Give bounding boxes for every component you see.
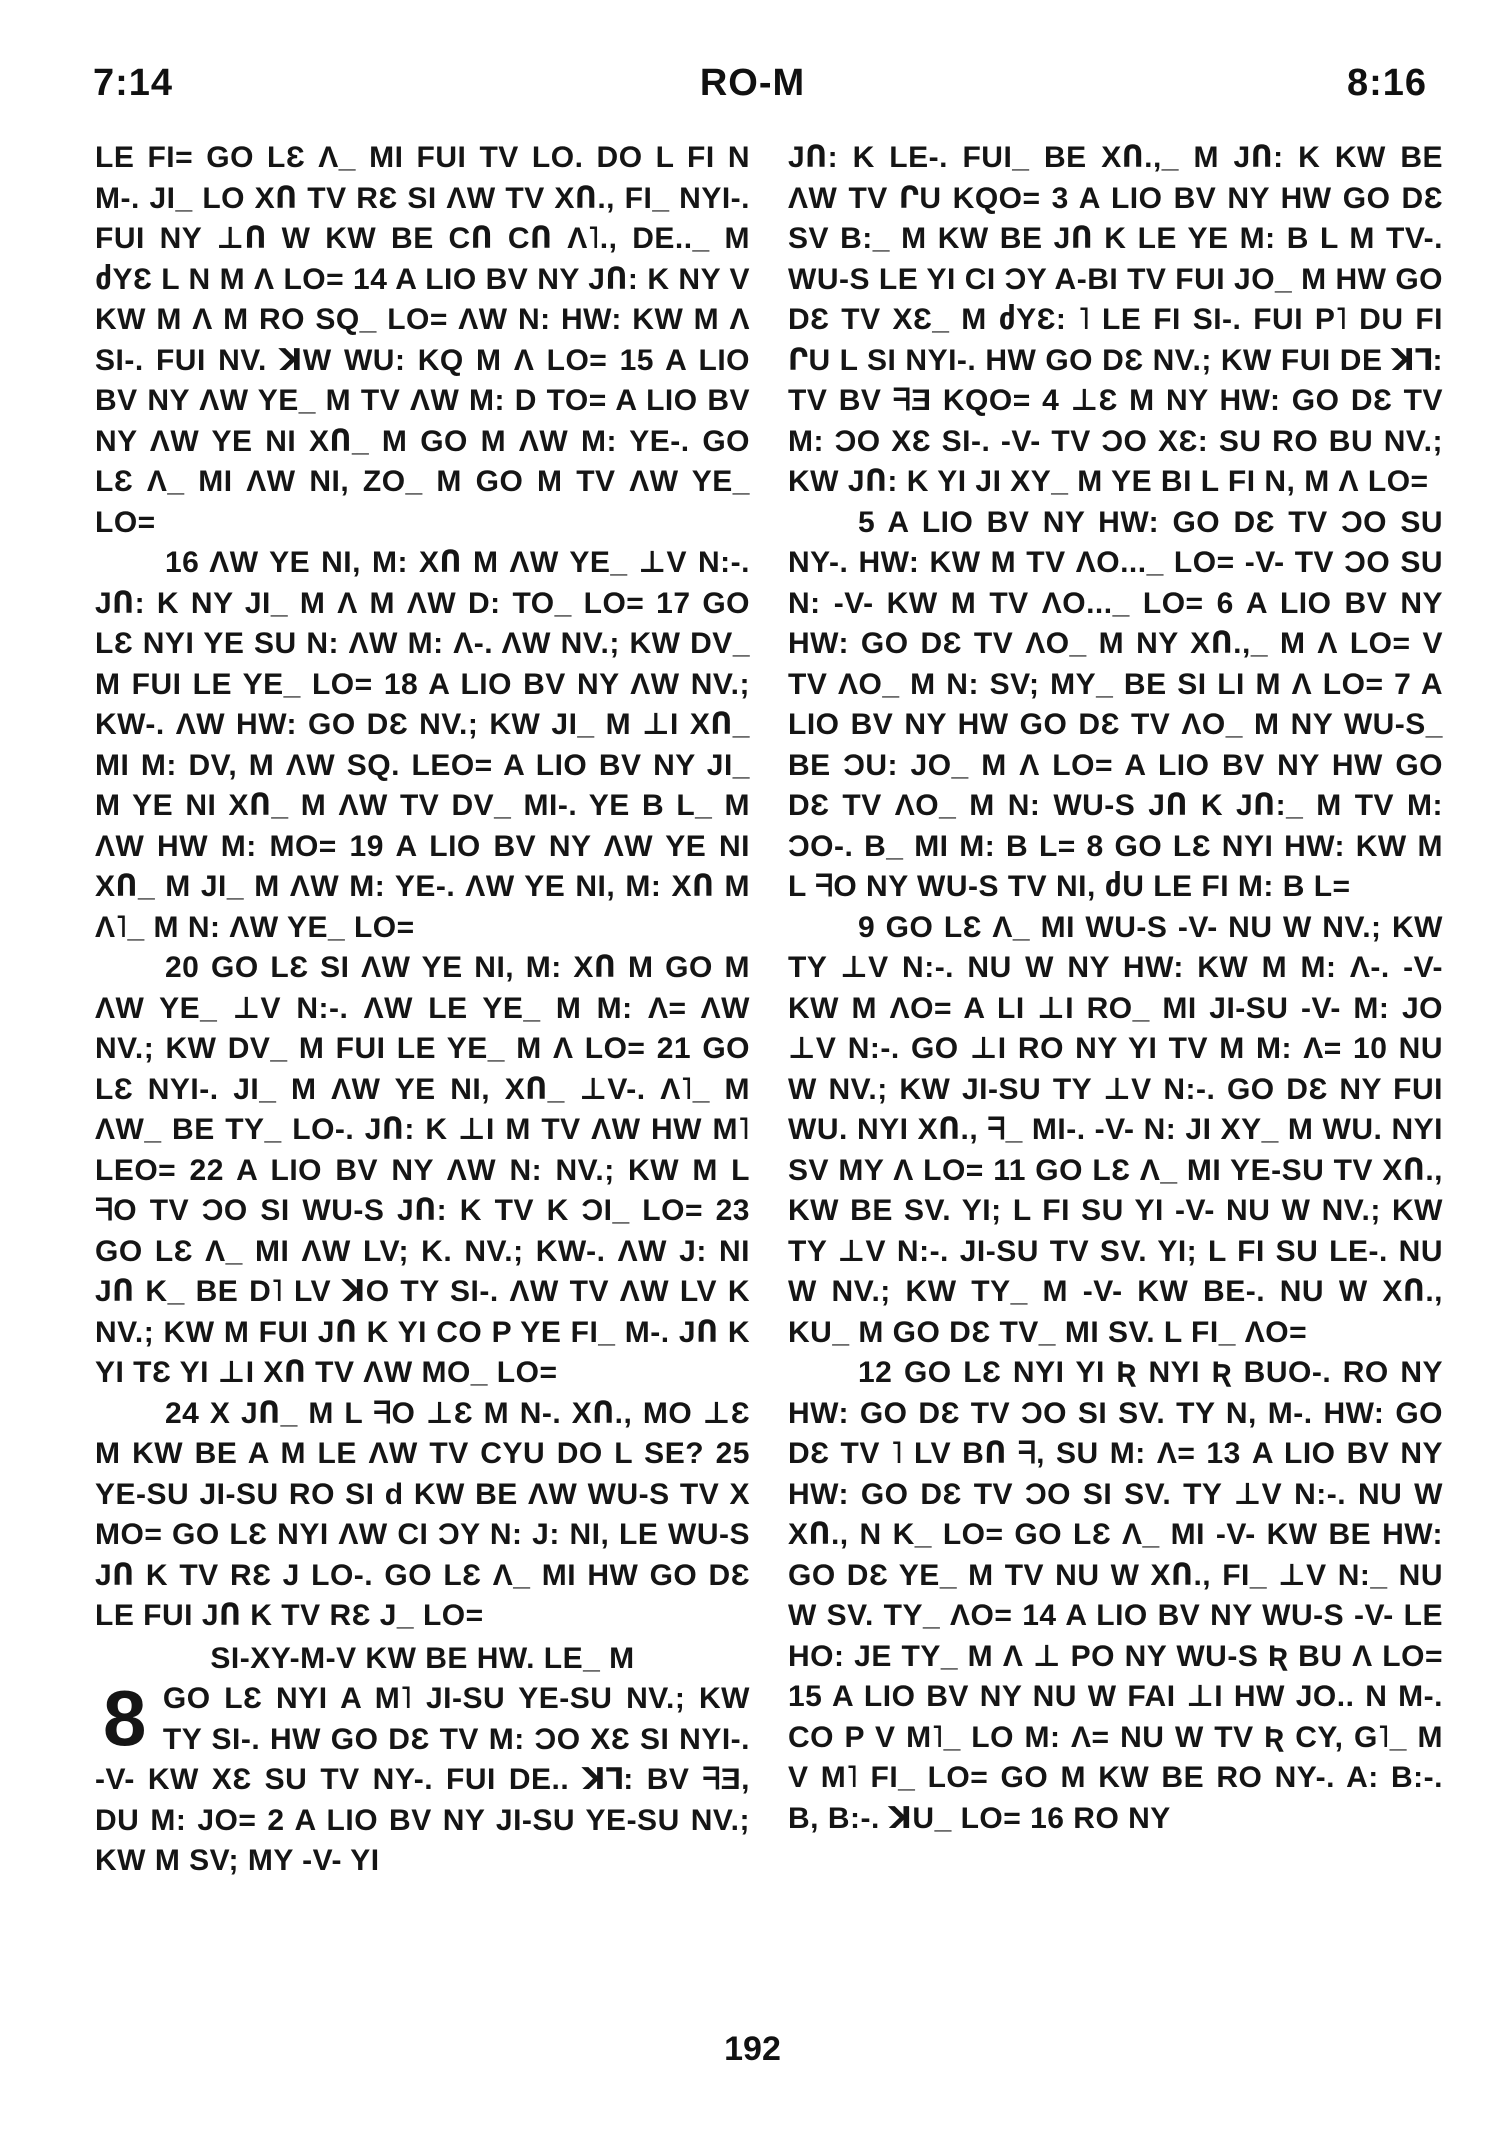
paragraph: 20 GO LƐ SI ΛW YE NI, M: XՈ M GO M ΛW YE_ ⊥V N:-. ΛW LE YE_ M M: Λ= ΛW NV.; KW DV_ M FUI LE YE_ M Λ LO= 21 GO LƐ NYI-. JI_ M ΛW YE NI, XՈ_ ⊥V-. Λ˥_ M ΛW_ BE TY_ LO-. JՈ: K ⊥I M TV ΛW HW M˥ LEO= 22 A LIO BV NY ΛW N: NV.; KW M L ᖷO TV ƆO SI WU-S JՈ: K TV K ƆI_ LO= 23 GO LƐ Λ_ MI ΛW LV; K. NV.; KW-. ΛW J: NI JՈ K_ BE D˥ LV ꓘO TY SI-. ΛW TV ΛW LV K NV.; KW M FUI JՈ K YI CO P YE FI_ M-. JՈ K YI TƐ YI ⊥I XՈ TV ΛW MO_ LO= [95,951,750,1389]
header-left-reference: 7:14 [93,62,174,104]
paragraph: 24 X JՈ_ M L ᖷO ⊥Ɛ M N-. XՈ., MO ⊥Ɛ M KW BE A M LE ΛW TV CYU DO L SE? 25 YE-SU JI-SU RO SI ԁ KW BE ΛW WU-S TV X MO= GO LƐ NYI ΛW CI ƆY N: J: NI, LE WU-S JՈ K TV RƐ J LO-. GO LƐ Λ_ MI HW GO DƐ LE FUI JՈ K TV RƐ J_ LO= [95,1396,750,1632]
section-heading: SI-XY-M-V KW BE HW. LE_ M [210,1641,635,1675]
paragraph: JՈ: K LE-. FUI_ BE XՈ.,_ M JՈ: K KW BE ΛW TV ՐU KQO= 3 A LIO BV NY HW GO DƐ SV B:_ M KW BE JՈ K LE YE M: B L M TV-. WU-S LE YI CI ƆY A-BI TV FUI JO_ M HW GO DƐ TV XƐ_ M ძYƐ: ˥ LE FI SI-. FUI P˥ DU FI ՐU L SI NYI-. HW GO DƐ NV.; KW FUI DE ꓘꓶ: TV BV ᖷƎ KQO= 4 ⊥Ɛ M NY HW: GO DƐ TV M: ƆO XƐ SI-. -V- TV ƆO XƐ: SU RO BU NV.; KW JՈ: K YI JI XY_ M YE BI L FI N, M Λ LO= [788,141,1443,498]
chapter-start [95,1674,750,1882]
paragraph: 12 GO LƐ NYI YI Ʀ NYI Ʀ BUO-. RO NY HW: GO DƐ TV ƆO SI SV. TY N, M-. HW: GO DƐ TV ˥ LV BՈ ᖷ, SU M: Λ= 13 A LIO BV NY HW: GO DƐ TV ƆO SI SV. TY ⊥V N:-. NU W XՈ., N K_ LO= GO LƐ Λ_ MI -V- KW BE HW: GO DƐ YE_ M TV NU W XՈ., FI_ ⊥V N:_ NU W SV. TY_ ΛO= 14 A LIO BV NY WU-S -V- LE HO: JE TY_ M Λ ⊥ PO NY WU-S Ʀ BU Λ LO= 15 A LIO BV NY NU W FAI ⊥I HW JO.. N M-. CO P V M˥_ LO M: Λ= NU W TV Ʀ CY, G˥_ M V M˥ FI_ LO= GO M KW BE RO NY-. A: B:-. B, B:-. ꓘU_ LO= 16 RO NY [788,1356,1443,1835]
paragraph: GO LƐ NYI A M˥ JI-SU YE-SU NV.; KW TY SI-. HW GO DƐ TV M: ƆO XƐ SI NYI-. -V- KW XƐ SU TV NY-. FUI DE.. ꓘꓶ: BV ᖷƎ, DU M: JO= 2 A LIO BV NY JI-SU YE-SU NV.; KW M SV; MY -V- YI [95,1682,750,1877]
header-book-title: RO-M [699,62,806,104]
paragraph: 16 ΛW YE NI, M: XՈ M ΛW YE_ ⊥V N:-. JՈ: K NY JI_ M Λ M ΛW D: TO_ LO= 17 GO LƐ NYI YE SU N: ΛW M: Λ-. ΛW NV.; KW DV_ M FUI LE YE_ LO= 18 A LIO BV NY ΛW NV.; KW-. ΛW HW: GO DƐ NV.; KW JI_ M ⊥I XՈ_ MI M: DV, M ΛW SQ. LEO= A LIO BV NY JI_ M YE NI XՈ_ M ΛW TV DV_ MI-. YE B L_ M ΛW HW M: MO= 19 A LIO BV NY ΛW YE NI XՈ_ M JI_ M ΛW M: YE-. ΛW YE NI, M: XՈ M Λ˥_ M N: ΛW YE_ LO= [95,546,750,944]
chapter-number: 8 [103,1674,147,1762]
paragraph: 5 A LIO BV NY HW: GO DƐ TV ƆO SU NY-. HW: KW M TV ΛO..._ LO= -V- TV ƆO SU N: -V- KW M TV ΛO..._ LO= 6 A LIO BV NY HW: GO DƐ TV ΛO_ M NY XՈ.,_ M Λ LO= V TV ΛO_ M N: SV; MY_ BE SI LI M Λ LO= 7 A LIO BV NY HW GO DƐ TV ΛO_ M NY WU-S_ BE ƆU: JO_ M Λ LO= A LIO BV NY HW GO DƐ TV ΛO_ M N: WU-S JՈ K JՈ:_ M TV M: ƆO-. B_ MI M: B L= 8 GO LƐ NYI HW: KW M L ᖷO NY WU-S TV NI, ძU LE FI M: B L= [788,505,1443,903]
left-column [95,138,750,1882]
paragraph: 9 GO LƐ Λ_ MI WU-S -V- NU W NV.; KW TY ⊥V N:-. NU W NY HW: KW M M: Λ-. -V- KW M ΛO= A LI ⊥I RO_ MI JI-SU -V- M: JO ⊥V N:-. GO ⊥I RO NY YI TV M M: Λ= 10 NU W NV.; KW JI-SU TY ⊥V N:-. GO DƐ NY FUI WU. NYI XՈ., ᖷ_ MI-. -V- N: JI XY_ M WU. NYI SV MY Λ LO= 11 GO LƐ Λ_ MI YE-SU TV XՈ., KW BE SV. YI; L FI SU YI -V- NU W NV.; KW TY ⊥V N:-. JI-SU TV SV. YI; L FI SU LE-. NU W NV.; KW TY_ M -V- KW BE-. NU W XՈ., KU_ M GO DƐ TV_ MI SV. L FI_ ΛO= [788,910,1443,1349]
header-right-reference: 8:16 [1346,62,1427,104]
page-number: 192 [724,2030,781,2068]
paragraph: LE FI= GO LƐ Λ_ MI FUI TV LO. DO L FI N M-. JI_ LO XՈ TV RƐ SI ΛW TV XՈ., FI_ NYI-. FUI NY ⊥Ո W KW BE CՈ CՈ Λ˥., DE.._ M ძYƐ L N M Λ LO= 14 A LIO BV NY JՈ: K NY V KW M Λ M RO SQ_ LO= ΛW N: HW: KW M Λ SI-. FUI NV. ꓘW WU: KQ M Λ LO= 15 A LIO BV NY ΛW YE_ M TV ΛW M: D TO= A LIO BV NY ΛW YE NI XՈ_ M GO M ΛW M: YE-. GO LƐ Λ_ MI ΛW NI, ZO_ M GO M TV ΛW YE_ LO= [95,141,750,539]
right-column [788,138,1443,1839]
